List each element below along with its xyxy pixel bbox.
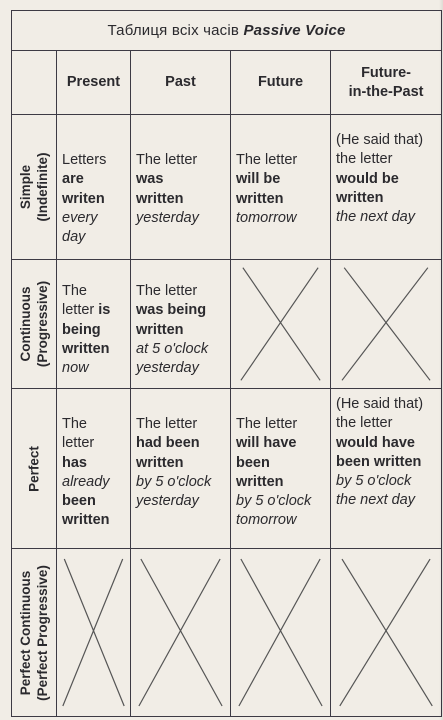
corner-cell bbox=[12, 51, 57, 115]
row-label-simple: Simple bbox=[18, 164, 33, 210]
cell-perfect-present bbox=[57, 389, 131, 549]
text-line: letter bbox=[62, 435, 95, 452]
text-line: The letter bbox=[136, 152, 198, 168]
row-label-perfect-continuous: Perfect Continuous bbox=[18, 570, 33, 695]
cross-mark bbox=[331, 260, 441, 388]
cell-perfect-continuous-future-empty bbox=[231, 549, 331, 717]
text-line: The letter bbox=[236, 152, 298, 168]
page-edge-shadow bbox=[439, 0, 443, 720]
cell-perfect-continuous-present-empty bbox=[57, 549, 131, 717]
col-header-future: Future bbox=[231, 51, 331, 115]
text-line: tomorrow bbox=[236, 209, 297, 226]
text-line: been bbox=[236, 454, 270, 471]
text-line: yesterday bbox=[136, 360, 199, 377]
text-line: by 5 o'clock bbox=[136, 473, 212, 490]
text-line: written bbox=[136, 321, 184, 338]
text-line: Letters bbox=[62, 152, 107, 168]
text-fragment: is bbox=[98, 302, 111, 319]
row-header-perfect-continuous bbox=[12, 549, 57, 717]
row-header-simple bbox=[12, 115, 57, 260]
cross-mark bbox=[231, 549, 330, 716]
table-title bbox=[12, 11, 442, 51]
text-line: was being bbox=[136, 302, 207, 319]
text-line: written bbox=[136, 454, 184, 471]
row-label-progressive: (Progressive) bbox=[35, 280, 50, 368]
text-line: writen bbox=[62, 190, 105, 207]
text-line: would have bbox=[336, 434, 415, 451]
text-line: at 5 o'clock bbox=[136, 340, 209, 357]
row-label-indefinite: (Indefinite) bbox=[35, 152, 50, 222]
row-header-perfect bbox=[12, 389, 57, 549]
text-line: had been bbox=[136, 435, 200, 452]
text-line: was bbox=[136, 171, 164, 188]
text-line: The bbox=[62, 283, 87, 299]
text-line: are bbox=[62, 171, 84, 188]
text-line: written bbox=[136, 190, 184, 207]
text-line: by 5 o'clock bbox=[236, 493, 312, 510]
row-label-continuous: Continuous bbox=[18, 286, 33, 362]
text-line: (He said that) bbox=[336, 132, 424, 148]
text-line: will be bbox=[236, 171, 281, 188]
text-line: every bbox=[62, 209, 98, 226]
text-line: now bbox=[62, 360, 89, 377]
col-header-future-in-the-past bbox=[331, 51, 442, 115]
text-line: The letter bbox=[236, 416, 298, 432]
col-header-past: Past bbox=[131, 51, 231, 115]
cell-continuous-past bbox=[131, 260, 231, 389]
text-line: yesterday bbox=[136, 493, 199, 510]
text-line: (He said that) bbox=[336, 396, 424, 412]
title-emphasis: Passive Voice bbox=[243, 22, 346, 39]
col-header-present: Present bbox=[57, 51, 131, 115]
cell-perfect-future-in-the-past bbox=[331, 389, 442, 549]
text-line: the next day bbox=[336, 209, 415, 226]
cross-mark bbox=[57, 549, 130, 716]
text-line: day bbox=[62, 229, 86, 246]
title-text: Таблиця всіх часів bbox=[107, 22, 240, 39]
text-line: the letter bbox=[336, 151, 393, 168]
text-line: written bbox=[236, 190, 284, 207]
cross-mark bbox=[331, 549, 441, 716]
text-line: written bbox=[62, 340, 110, 357]
text-line: the next day bbox=[336, 492, 415, 509]
passive-voice-table bbox=[11, 10, 442, 717]
text-line: the letter bbox=[336, 415, 393, 432]
text-line: written bbox=[236, 473, 284, 490]
text-line: been bbox=[62, 493, 96, 510]
cross-mark bbox=[231, 260, 330, 388]
text-line: being bbox=[62, 321, 101, 338]
cell-simple-present bbox=[57, 115, 131, 260]
col-header-line-1: Future- bbox=[361, 64, 411, 81]
text-line: has bbox=[62, 454, 87, 471]
text-line: The letter bbox=[136, 416, 198, 432]
text-line: The letter bbox=[136, 283, 198, 299]
text-line: written bbox=[62, 512, 110, 529]
cell-perfect-continuous-past-empty bbox=[131, 549, 231, 717]
cell-simple-future-in-the-past bbox=[331, 115, 442, 260]
cell-continuous-present bbox=[57, 260, 131, 389]
cell-continuous-future-in-the-past-empty bbox=[331, 260, 442, 389]
text-line bbox=[62, 301, 127, 320]
cell-continuous-future-empty bbox=[231, 260, 331, 389]
text-line: by 5 o'clock bbox=[336, 473, 412, 490]
text-fragment: letter bbox=[62, 302, 95, 319]
row-label-perfect: Perfect bbox=[26, 445, 42, 492]
row-header-continuous bbox=[12, 260, 57, 389]
cell-simple-past bbox=[131, 115, 231, 260]
text-line: yesterday bbox=[136, 209, 199, 226]
row-label-perfect-progressive: (Perfect Progressive) bbox=[35, 564, 50, 701]
text-line: will have bbox=[236, 435, 297, 452]
text-line: already bbox=[62, 473, 110, 490]
cell-perfect-continuous-future-in-the-past-empty bbox=[331, 549, 442, 717]
cross-mark bbox=[131, 549, 230, 716]
cell-perfect-future bbox=[231, 389, 331, 549]
text-line: The bbox=[62, 416, 87, 432]
text-line: would be bbox=[336, 170, 399, 187]
text-line: written bbox=[336, 189, 384, 206]
text-line: tomorrow bbox=[236, 512, 297, 529]
cell-perfect-past bbox=[131, 389, 231, 549]
col-header-line-2: in-the-Past bbox=[348, 83, 424, 100]
text-line: been written bbox=[336, 453, 422, 470]
cell-simple-future bbox=[231, 115, 331, 260]
